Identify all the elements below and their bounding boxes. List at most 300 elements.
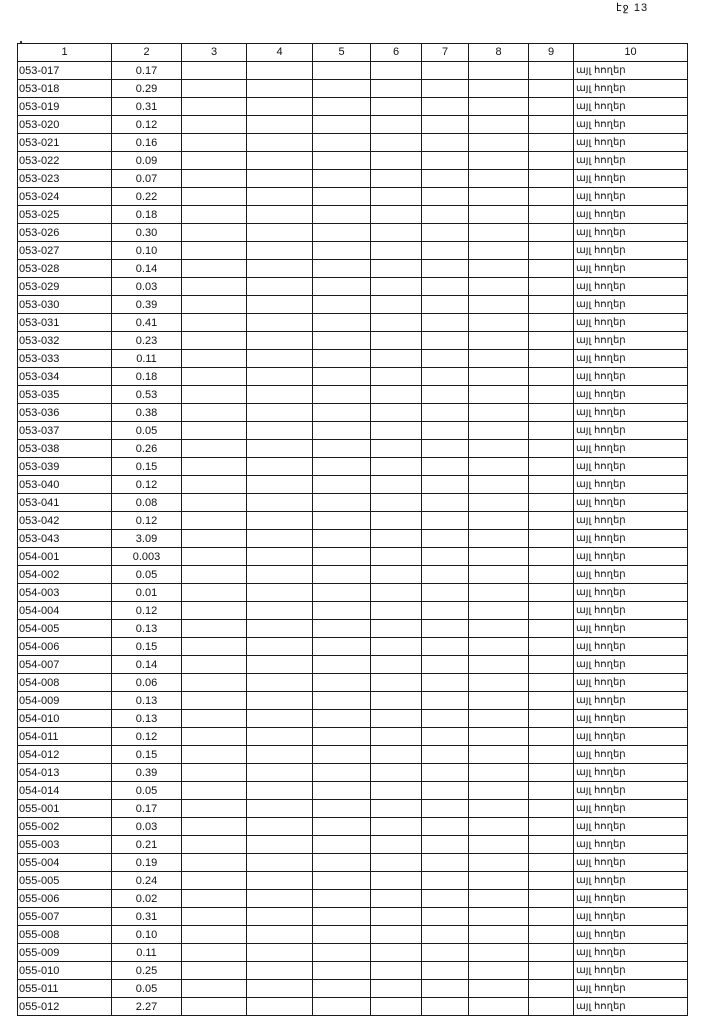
- table-row: [18, 386, 688, 404]
- parcel-id-cell: 054-001: [18, 548, 112, 566]
- empty-cell-7: [422, 962, 469, 980]
- empty-cell-4: [247, 512, 313, 530]
- empty-cell-9: [529, 458, 574, 476]
- area-cell: 0.12: [112, 512, 182, 530]
- empty-cell-6: [371, 98, 422, 116]
- empty-cell-3: [182, 422, 247, 440]
- empty-cell-5: [313, 890, 371, 908]
- land-type-cell: այլ հողեր: [574, 224, 688, 242]
- empty-cell-9: [529, 818, 574, 836]
- land-type-cell: այլ հողեր: [574, 458, 688, 476]
- empty-cell-7: [422, 728, 469, 746]
- empty-cell-3: [182, 278, 247, 296]
- empty-cell-8: [469, 944, 529, 962]
- table-row: [18, 98, 688, 116]
- empty-cell-5: [313, 728, 371, 746]
- empty-cell-7: [422, 224, 469, 242]
- area-cell: 0.01: [112, 584, 182, 602]
- parcel-id-cell: 054-008: [18, 674, 112, 692]
- empty-cell-5: [313, 818, 371, 836]
- header-row: [18, 44, 688, 62]
- land-type-cell: այլ հողեր: [574, 890, 688, 908]
- empty-cell-9: [529, 926, 574, 944]
- parcel-id-cell: 054-002: [18, 566, 112, 584]
- empty-cell-7: [422, 602, 469, 620]
- empty-cell-7: [422, 818, 469, 836]
- empty-cell-5: [313, 998, 371, 1016]
- empty-cell-4: [247, 800, 313, 818]
- land-type-cell: այլ հողեր: [574, 260, 688, 278]
- empty-cell-6: [371, 80, 422, 98]
- empty-cell-4: [247, 746, 313, 764]
- empty-cell-5: [313, 332, 371, 350]
- empty-cell-8: [469, 998, 529, 1016]
- empty-cell-8: [469, 98, 529, 116]
- empty-cell-7: [422, 440, 469, 458]
- empty-cell-3: [182, 62, 247, 80]
- empty-cell-8: [469, 548, 529, 566]
- empty-cell-7: [422, 458, 469, 476]
- table-row: [18, 296, 688, 314]
- empty-cell-6: [371, 872, 422, 890]
- empty-cell-3: [182, 224, 247, 242]
- empty-cell-4: [247, 98, 313, 116]
- area-cell: 0.19: [112, 854, 182, 872]
- parcel-id-cell: 055-012: [18, 998, 112, 1016]
- table-row: [18, 584, 688, 602]
- land-type-cell: այլ հողեր: [574, 98, 688, 116]
- area-cell: 0.003: [112, 548, 182, 566]
- empty-cell-9: [529, 314, 574, 332]
- area-cell: 0.08: [112, 494, 182, 512]
- land-type-cell: այլ հողեր: [574, 170, 688, 188]
- land-type-cell: այլ հողեր: [574, 602, 688, 620]
- empty-cell-3: [182, 692, 247, 710]
- empty-cell-9: [529, 332, 574, 350]
- parcel-id-cell: 053-030: [18, 296, 112, 314]
- empty-cell-3: [182, 656, 247, 674]
- empty-cell-3: [182, 674, 247, 692]
- land-type-cell: այլ հողեր: [574, 692, 688, 710]
- area-cell: 0.05: [112, 422, 182, 440]
- empty-cell-9: [529, 98, 574, 116]
- empty-cell-4: [247, 422, 313, 440]
- table-row: [18, 404, 688, 422]
- empty-cell-8: [469, 206, 529, 224]
- empty-cell-7: [422, 584, 469, 602]
- area-cell: 0.05: [112, 566, 182, 584]
- land-type-cell: այլ հողեր: [574, 638, 688, 656]
- empty-cell-5: [313, 926, 371, 944]
- area-cell: 0.06: [112, 674, 182, 692]
- empty-cell-8: [469, 188, 529, 206]
- empty-cell-4: [247, 404, 313, 422]
- empty-cell-9: [529, 962, 574, 980]
- table-row: [18, 332, 688, 350]
- empty-cell-4: [247, 494, 313, 512]
- parcel-id-cell: 053-033: [18, 350, 112, 368]
- empty-cell-8: [469, 728, 529, 746]
- empty-cell-4: [247, 836, 313, 854]
- empty-cell-6: [371, 728, 422, 746]
- column-header-4: 4: [247, 44, 313, 62]
- area-cell: 0.03: [112, 278, 182, 296]
- land-type-cell: այլ հողեր: [574, 62, 688, 80]
- empty-cell-5: [313, 170, 371, 188]
- empty-cell-4: [247, 188, 313, 206]
- empty-cell-3: [182, 242, 247, 260]
- empty-cell-4: [247, 206, 313, 224]
- column-header-7: 7: [422, 44, 469, 62]
- empty-cell-6: [371, 656, 422, 674]
- empty-cell-9: [529, 422, 574, 440]
- empty-cell-5: [313, 206, 371, 224]
- table-row: [18, 962, 688, 980]
- table-row: [18, 782, 688, 800]
- empty-cell-6: [371, 692, 422, 710]
- land-type-cell: այլ հողեր: [574, 512, 688, 530]
- empty-cell-9: [529, 638, 574, 656]
- land-type-cell: այլ հողեր: [574, 566, 688, 584]
- empty-cell-3: [182, 638, 247, 656]
- empty-cell-5: [313, 458, 371, 476]
- empty-cell-9: [529, 944, 574, 962]
- area-cell: 0.07: [112, 170, 182, 188]
- empty-cell-4: [247, 260, 313, 278]
- table-row: [18, 152, 688, 170]
- empty-cell-7: [422, 296, 469, 314]
- area-cell: 0.41: [112, 314, 182, 332]
- empty-cell-7: [422, 872, 469, 890]
- empty-cell-8: [469, 116, 529, 134]
- land-type-cell: այլ հողեր: [574, 314, 688, 332]
- area-cell: 0.23: [112, 332, 182, 350]
- table-row: [18, 314, 688, 332]
- empty-cell-4: [247, 386, 313, 404]
- empty-cell-3: [182, 152, 247, 170]
- empty-cell-7: [422, 188, 469, 206]
- empty-cell-5: [313, 836, 371, 854]
- table-row: [18, 62, 688, 80]
- land-type-cell: այլ հողեր: [574, 962, 688, 980]
- empty-cell-3: [182, 530, 247, 548]
- parcel-id-cell: 053-037: [18, 422, 112, 440]
- table-row: [18, 458, 688, 476]
- empty-cell-8: [469, 890, 529, 908]
- parcel-id-cell: 053-020: [18, 116, 112, 134]
- empty-cell-5: [313, 422, 371, 440]
- empty-cell-8: [469, 134, 529, 152]
- parcel-id-cell: 053-022: [18, 152, 112, 170]
- empty-cell-7: [422, 980, 469, 998]
- empty-cell-5: [313, 440, 371, 458]
- empty-cell-5: [313, 152, 371, 170]
- empty-cell-8: [469, 332, 529, 350]
- land-type-cell: այլ հողեր: [574, 80, 688, 98]
- empty-cell-6: [371, 854, 422, 872]
- parcel-id-cell: 054-005: [18, 620, 112, 638]
- empty-cell-7: [422, 134, 469, 152]
- empty-cell-4: [247, 818, 313, 836]
- table-row: [18, 908, 688, 926]
- empty-cell-9: [529, 224, 574, 242]
- parcel-id-cell: 053-043: [18, 530, 112, 548]
- empty-cell-3: [182, 386, 247, 404]
- parcel-id-cell: 053-031: [18, 314, 112, 332]
- parcel-id-cell: 055-007: [18, 908, 112, 926]
- land-type-cell: այլ հողեր: [574, 764, 688, 782]
- empty-cell-5: [313, 368, 371, 386]
- empty-cell-6: [371, 566, 422, 584]
- area-cell: 0.17: [112, 800, 182, 818]
- empty-cell-8: [469, 746, 529, 764]
- parcel-id-cell: 055-005: [18, 872, 112, 890]
- empty-cell-8: [469, 314, 529, 332]
- empty-cell-8: [469, 566, 529, 584]
- empty-cell-6: [371, 530, 422, 548]
- area-cell: 0.22: [112, 188, 182, 206]
- area-cell: 0.14: [112, 656, 182, 674]
- table-row: [18, 188, 688, 206]
- empty-cell-7: [422, 926, 469, 944]
- parcel-id-cell: 054-004: [18, 602, 112, 620]
- empty-cell-6: [371, 188, 422, 206]
- empty-cell-3: [182, 818, 247, 836]
- column-header-5: 5: [313, 44, 371, 62]
- empty-cell-9: [529, 782, 574, 800]
- parcel-id-cell: 054-009: [18, 692, 112, 710]
- empty-cell-6: [371, 962, 422, 980]
- empty-cell-9: [529, 584, 574, 602]
- empty-cell-6: [371, 944, 422, 962]
- empty-cell-8: [469, 224, 529, 242]
- empty-cell-5: [313, 584, 371, 602]
- parcel-id-cell: 053-029: [18, 278, 112, 296]
- land-type-cell: այլ հողեր: [574, 530, 688, 548]
- area-cell: 0.05: [112, 782, 182, 800]
- empty-cell-8: [469, 962, 529, 980]
- empty-cell-4: [247, 530, 313, 548]
- empty-cell-3: [182, 836, 247, 854]
- empty-cell-3: [182, 782, 247, 800]
- empty-cell-7: [422, 350, 469, 368]
- table-row: [18, 746, 688, 764]
- empty-cell-9: [529, 530, 574, 548]
- area-cell: 0.16: [112, 134, 182, 152]
- empty-cell-5: [313, 800, 371, 818]
- empty-cell-5: [313, 98, 371, 116]
- empty-cell-4: [247, 602, 313, 620]
- empty-cell-7: [422, 80, 469, 98]
- parcel-id-cell: 053-039: [18, 458, 112, 476]
- page-number: էջ 13: [616, 2, 649, 14]
- empty-cell-9: [529, 440, 574, 458]
- empty-cell-5: [313, 854, 371, 872]
- area-cell: 0.15: [112, 746, 182, 764]
- area-cell: 0.12: [112, 728, 182, 746]
- empty-cell-6: [371, 674, 422, 692]
- empty-cell-7: [422, 674, 469, 692]
- empty-cell-5: [313, 674, 371, 692]
- empty-cell-8: [469, 800, 529, 818]
- column-header-10: 10: [574, 44, 688, 62]
- empty-cell-5: [313, 350, 371, 368]
- empty-cell-3: [182, 494, 247, 512]
- area-cell: 0.18: [112, 368, 182, 386]
- empty-cell-3: [182, 512, 247, 530]
- empty-cell-9: [529, 764, 574, 782]
- table-row: [18, 530, 688, 548]
- empty-cell-4: [247, 476, 313, 494]
- empty-cell-5: [313, 764, 371, 782]
- parcel-id-cell: 055-001: [18, 800, 112, 818]
- area-cell: 0.21: [112, 836, 182, 854]
- empty-cell-9: [529, 170, 574, 188]
- empty-cell-9: [529, 296, 574, 314]
- land-type-cell: այլ հողեր: [574, 872, 688, 890]
- empty-cell-8: [469, 80, 529, 98]
- parcel-id-cell: 054-007: [18, 656, 112, 674]
- empty-cell-5: [313, 134, 371, 152]
- area-cell: 0.13: [112, 692, 182, 710]
- empty-cell-4: [247, 944, 313, 962]
- land-type-cell: այլ հողեր: [574, 998, 688, 1016]
- empty-cell-8: [469, 710, 529, 728]
- parcel-id-cell: 053-018: [18, 80, 112, 98]
- table-row: [18, 242, 688, 260]
- land-type-cell: այլ հողեր: [574, 944, 688, 962]
- empty-cell-3: [182, 926, 247, 944]
- empty-cell-4: [247, 584, 313, 602]
- empty-cell-9: [529, 404, 574, 422]
- empty-cell-4: [247, 854, 313, 872]
- parcel-id-cell: 053-040: [18, 476, 112, 494]
- empty-cell-9: [529, 998, 574, 1016]
- land-type-cell: այլ հողեր: [574, 620, 688, 638]
- land-type-cell: այլ հողեր: [574, 836, 688, 854]
- area-cell: 0.30: [112, 224, 182, 242]
- empty-cell-9: [529, 800, 574, 818]
- empty-cell-3: [182, 890, 247, 908]
- empty-cell-6: [371, 548, 422, 566]
- table-row: [18, 638, 688, 656]
- empty-cell-4: [247, 296, 313, 314]
- empty-cell-6: [371, 764, 422, 782]
- area-cell: 0.10: [112, 926, 182, 944]
- land-parcel-table: [17, 43, 688, 1016]
- empty-cell-6: [371, 818, 422, 836]
- empty-cell-5: [313, 530, 371, 548]
- area-cell: 0.53: [112, 386, 182, 404]
- empty-cell-5: [313, 656, 371, 674]
- empty-cell-3: [182, 800, 247, 818]
- land-type-cell: այլ հողեր: [574, 800, 688, 818]
- parcel-id-cell: 055-008: [18, 926, 112, 944]
- empty-cell-3: [182, 116, 247, 134]
- empty-cell-7: [422, 656, 469, 674]
- empty-cell-6: [371, 800, 422, 818]
- empty-cell-9: [529, 260, 574, 278]
- empty-cell-6: [371, 998, 422, 1016]
- empty-cell-7: [422, 260, 469, 278]
- area-cell: 0.39: [112, 764, 182, 782]
- empty-cell-8: [469, 512, 529, 530]
- empty-cell-7: [422, 98, 469, 116]
- parcel-id-cell: 055-002: [18, 818, 112, 836]
- table-row: [18, 134, 688, 152]
- empty-cell-9: [529, 980, 574, 998]
- empty-cell-9: [529, 152, 574, 170]
- empty-cell-8: [469, 296, 529, 314]
- empty-cell-5: [313, 746, 371, 764]
- empty-cell-7: [422, 710, 469, 728]
- empty-cell-7: [422, 494, 469, 512]
- empty-cell-8: [469, 278, 529, 296]
- table-row: [18, 998, 688, 1016]
- empty-cell-8: [469, 656, 529, 674]
- empty-cell-5: [313, 548, 371, 566]
- area-cell: 3.09: [112, 530, 182, 548]
- table-row: [18, 80, 688, 98]
- table-row: [18, 656, 688, 674]
- empty-cell-4: [247, 170, 313, 188]
- area-cell: 0.05: [112, 980, 182, 998]
- empty-cell-6: [371, 296, 422, 314]
- table-row: [18, 836, 688, 854]
- empty-cell-9: [529, 206, 574, 224]
- empty-cell-7: [422, 422, 469, 440]
- empty-cell-8: [469, 440, 529, 458]
- empty-cell-8: [469, 260, 529, 278]
- area-cell: 0.38: [112, 404, 182, 422]
- empty-cell-6: [371, 152, 422, 170]
- parcel-id-cell: 054-013: [18, 764, 112, 782]
- parcel-id-cell: 053-025: [18, 206, 112, 224]
- land-type-cell: այլ հողեր: [574, 908, 688, 926]
- empty-cell-6: [371, 890, 422, 908]
- parcel-id-cell: 053-027: [18, 242, 112, 260]
- column-header-1: 1: [18, 44, 112, 62]
- empty-cell-6: [371, 260, 422, 278]
- empty-cell-7: [422, 62, 469, 80]
- empty-cell-3: [182, 170, 247, 188]
- empty-cell-8: [469, 872, 529, 890]
- table-row: [18, 350, 688, 368]
- table-row: [18, 620, 688, 638]
- empty-cell-8: [469, 692, 529, 710]
- land-type-cell: այլ հողեր: [574, 782, 688, 800]
- empty-cell-4: [247, 782, 313, 800]
- parcel-id-cell: 053-041: [18, 494, 112, 512]
- empty-cell-8: [469, 782, 529, 800]
- empty-cell-5: [313, 476, 371, 494]
- empty-cell-4: [247, 728, 313, 746]
- empty-cell-5: [313, 692, 371, 710]
- land-type-cell: այլ հողեր: [574, 152, 688, 170]
- land-type-cell: այլ հողեր: [574, 674, 688, 692]
- empty-cell-6: [371, 980, 422, 998]
- empty-cell-5: [313, 620, 371, 638]
- empty-cell-4: [247, 656, 313, 674]
- empty-cell-5: [313, 224, 371, 242]
- empty-cell-8: [469, 170, 529, 188]
- empty-cell-3: [182, 134, 247, 152]
- empty-cell-3: [182, 188, 247, 206]
- land-type-cell: այլ հողեր: [574, 728, 688, 746]
- empty-cell-3: [182, 296, 247, 314]
- empty-cell-8: [469, 530, 529, 548]
- empty-cell-4: [247, 458, 313, 476]
